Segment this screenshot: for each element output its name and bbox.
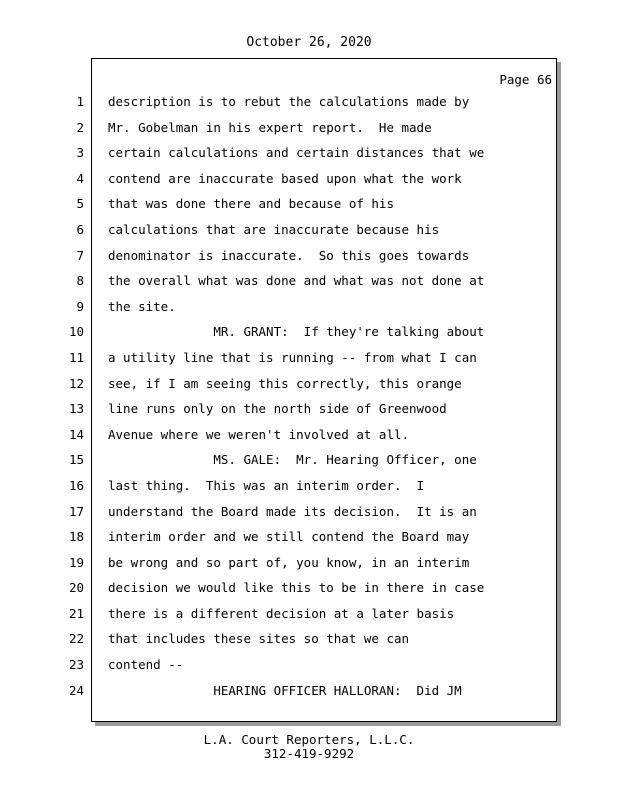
- transcript-line: be wrong and so part of, you know, in an interim: [108, 554, 470, 570]
- transcript-line: line runs only on the north side of Greenwood: [108, 401, 447, 417]
- line-number: 15: [68, 452, 84, 468]
- transcript-line: see, if I am seeing this correctly, this orange: [108, 375, 462, 391]
- transcript-line: description is to rebut the calculations made by: [108, 94, 470, 109]
- line-number: 16: [68, 477, 84, 493]
- transcript-line: last thing. This was an interim order. I: [108, 477, 425, 493]
- line-number: 4: [76, 170, 84, 186]
- transcript-line: MR. GRANT: If they're talking about: [108, 324, 485, 340]
- header-date: October 26, 2020: [246, 35, 372, 50]
- line-number-column: [60, 93, 84, 707]
- line-number: 19: [68, 554, 84, 570]
- line-number: 22: [68, 631, 84, 647]
- transcript-line: contend --: [108, 657, 184, 673]
- line-number: 24: [68, 682, 84, 698]
- footer-phone: 312-419-9292: [263, 746, 355, 761]
- transcript-line: certain calculations and certain distances that we: [108, 145, 485, 161]
- line-number: 8: [76, 273, 84, 289]
- line-number: 11: [68, 349, 84, 365]
- transcript-line: understand the Board made its decision. It is an: [108, 503, 477, 519]
- transcript-line: the site.: [108, 298, 176, 314]
- line-number: 10: [68, 324, 84, 340]
- line-number: 14: [68, 426, 84, 442]
- line-number: 17: [68, 503, 84, 519]
- transcript-line: a utility line that is running -- from what I can: [108, 349, 477, 365]
- line-number: 13: [68, 401, 84, 417]
- line-number: 21: [68, 605, 84, 621]
- transcript-line: that was done there and because of his: [108, 196, 394, 212]
- line-number: 20: [68, 580, 84, 596]
- line-number: 7: [76, 247, 84, 263]
- transcript-body: [108, 93, 548, 707]
- line-number: 18: [68, 529, 84, 545]
- transcript-line: decision we would like this to be in there in case: [108, 580, 485, 596]
- line-number: 9: [76, 298, 84, 314]
- line-number: 5: [76, 196, 84, 212]
- transcript-line: MS. GALE: Mr. Hearing Officer, one: [108, 452, 477, 468]
- transcript-line: Avenue where we weren't involved at all.: [108, 426, 410, 442]
- footer: [0, 733, 618, 761]
- line-number: 23: [68, 657, 84, 673]
- line-number: 2: [76, 119, 84, 135]
- transcript-line: Mr. Gobelman in his expert report. He made: [108, 119, 432, 135]
- transcript-line: HEARING OFFICER HALLORAN: Did JM: [108, 682, 462, 698]
- transcript-line: denominator is inaccurate. So this goes towards: [108, 247, 470, 263]
- line-number: 6: [76, 221, 84, 237]
- transcript-line: contend are inaccurate based upon what the work: [108, 170, 462, 186]
- transcript-line: calculations that are inaccurate because his: [108, 221, 440, 237]
- line-number: 12: [68, 375, 84, 391]
- line-number: 3: [76, 145, 84, 161]
- transcript-line: the overall what was done and what was not done at: [108, 273, 485, 289]
- transcript-line: that includes these sites so that we can: [108, 631, 410, 647]
- footer-company: L.A. Court Reporters, L.L.C.: [203, 732, 415, 747]
- transcript-line: there is a different decision at a later basis: [108, 605, 455, 621]
- line-number: 1: [76, 94, 84, 109]
- transcript-line: interim order and we still contend the Board may: [108, 529, 470, 545]
- page-number: Page 66: [499, 72, 552, 87]
